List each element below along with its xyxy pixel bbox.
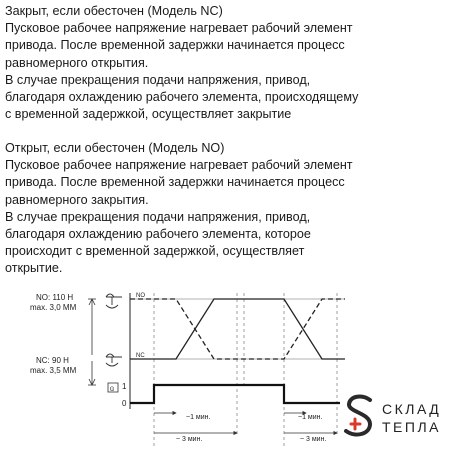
nc-line: привода. После временной задержки начинается процесс — [5, 38, 345, 53]
nc-model-section — [5, 3, 445, 123]
time-gridlines — [154, 293, 337, 447]
no-model-section — [5, 140, 445, 278]
no-line: происходит с временной задержкой, осуществляет — [5, 244, 305, 259]
no-line: открытие. — [5, 261, 63, 276]
nc-force-label: NC: 90 Н — [36, 356, 69, 365]
valve-closed-icon — [106, 354, 122, 366]
nc-line: В случае прекращения подачи напряжения, привод, — [5, 72, 311, 87]
nc-heading: Закрыт, если обесточен (Модель NC) — [5, 4, 223, 18]
nc-stroke-curve — [130, 299, 345, 359]
no-line: привода. После временной задержки начинается процесс — [5, 175, 345, 190]
heater-icon-mark: ü — [110, 386, 114, 393]
level-lines — [130, 299, 345, 359]
level-one-label: 1 — [122, 382, 127, 391]
long-delay-label: ~ 3 мин. — [300, 436, 327, 443]
stroke-dimension-arrows — [88, 299, 96, 385]
logo-mark-icon — [340, 393, 380, 443]
level-nc-label: NC — [136, 353, 145, 359]
no-line: В случае прекращения подачи напряжения, привод, — [5, 209, 311, 224]
level-no-label: NO — [136, 293, 145, 299]
no-stroke-label: max. 3,0 ММ — [30, 303, 77, 312]
no-force-label: NO: 110 Н — [36, 293, 74, 302]
short-delay-label: ~1 мин. — [186, 414, 211, 421]
logo-line-1: СКЛАД — [382, 401, 442, 417]
no-stroke-curve — [130, 299, 345, 359]
no-line: равномерного закрытия. — [5, 192, 149, 207]
sklad-tepla-logo — [340, 393, 448, 443]
long-delay-label: ~ 3 мин. — [176, 436, 203, 443]
short-delay-label: ~1 мин. — [298, 414, 323, 421]
nc-stroke-label: max. 3,5 ММ — [30, 366, 77, 375]
nc-line: с временной задержкой, осуществляет закрытие — [5, 107, 292, 122]
level-zero-label: 0 — [122, 399, 127, 408]
no-line: Пусковое рабочее напряжение нагревает рабочий элемент — [5, 158, 353, 173]
voltage-pulse — [130, 385, 340, 403]
nc-line: Пусковое рабочее напряжение нагревает рабочий элемент — [5, 21, 353, 36]
nc-line: благодаря охлаждению рабочего элемента, происходящему — [5, 90, 359, 105]
nc-line: равномерного открытия. — [5, 55, 149, 70]
no-heading: Открыт, если обесточен (Модель NO) — [5, 141, 225, 155]
logo-line-2: ТЕПЛА — [382, 419, 441, 435]
valve-open-icon — [106, 294, 122, 308]
no-line: благодаря охлаждению рабочего элемента, которое — [5, 227, 311, 242]
